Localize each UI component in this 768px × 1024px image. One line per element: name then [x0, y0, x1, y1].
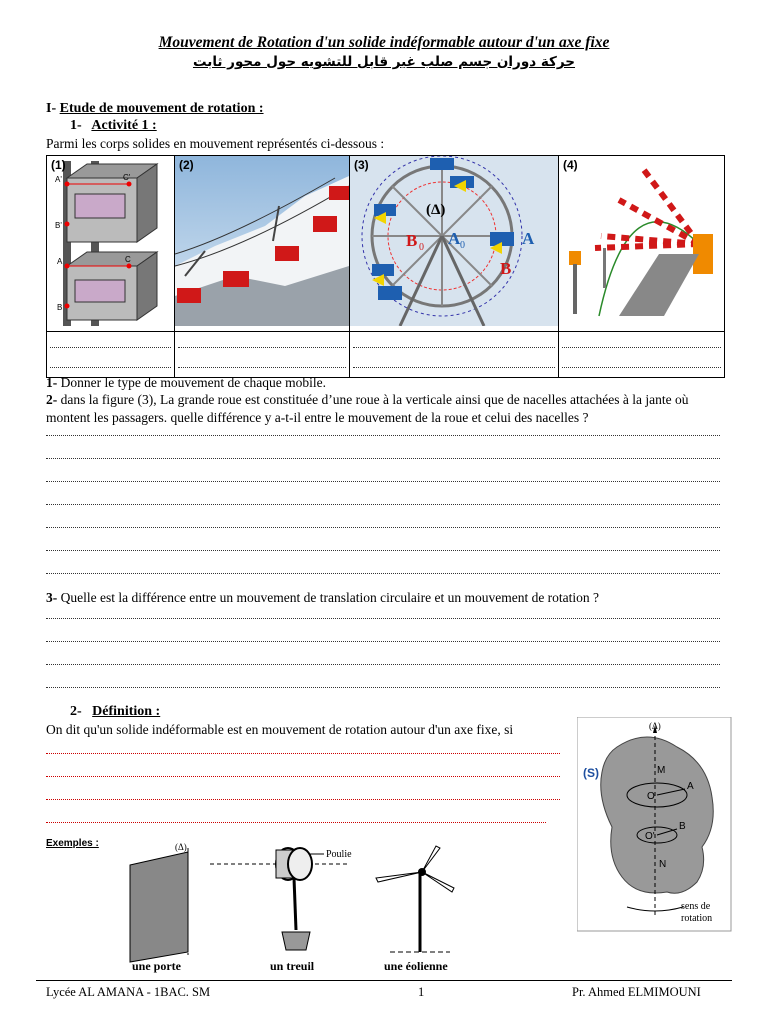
example-caption-door: une porte [132, 959, 181, 973]
point-sub: 0 [460, 240, 465, 251]
definition-answer-line[interactable] [46, 820, 546, 823]
point-label: O [647, 791, 655, 802]
footer-school: Lycée AL AMANA - 1BAC. SM [46, 985, 211, 999]
figures-table [46, 155, 725, 378]
point-label: B [500, 259, 512, 278]
answer-cell-1[interactable] [47, 332, 175, 378]
point-label: A' [55, 175, 62, 184]
section-heading [46, 101, 264, 117]
figure-1-cell [47, 156, 175, 332]
question-text: Donner le type de mouvement de chaque mobile. [57, 375, 327, 390]
footer-author: Pr. Ahmed ELMIMOUNI [572, 985, 701, 999]
answer-line[interactable] [46, 456, 720, 459]
figure-label: (1) [51, 158, 66, 172]
point-label: B' [55, 221, 62, 230]
activity-number: 1- [70, 118, 82, 133]
rotating-solid-figure [577, 717, 732, 932]
figure-2-cable-car-drawing [175, 156, 349, 326]
question-number: 2- [46, 392, 58, 407]
question-number: 1- [46, 375, 58, 390]
activity-title: Activité 1 : [91, 118, 157, 133]
point-label: B [406, 231, 418, 250]
answer-cell-3[interactable] [350, 332, 559, 378]
point-label: A [448, 229, 461, 248]
page-subtitle-arabic: حركة دوران جسم صلب غير قابل للتشويه حول محور ثابت [192, 54, 576, 70]
definition-answer-line[interactable] [46, 797, 560, 800]
activity-intro: Parmi les corps solides en mouvement représentés ci-dessous : [46, 136, 385, 151]
example-caption-winch: un treuil [270, 959, 315, 973]
figure-3-ferris-wheel-drawing [350, 156, 558, 326]
poulie-label: Poulie [326, 849, 352, 860]
page-title: Mouvement de Rotation d'un solide indéformable autour d'un axe fixe [158, 34, 610, 51]
point-label: N [659, 859, 667, 870]
figure-1-translation-drawing [47, 156, 174, 326]
question-3 [46, 589, 599, 606]
definition-answer-line[interactable] [46, 774, 560, 777]
answer-cell-2[interactable] [175, 332, 350, 378]
answer-cell-4[interactable] [559, 332, 725, 378]
question-text: Quelle est la différence entre un mouvement de translation circulaire et un mouvement de rotation ? [57, 590, 600, 605]
answer-line[interactable] [46, 571, 720, 574]
examples-drawing [110, 840, 490, 975]
definition-text: On dit qu'un solide indéformable est en mouvement de rotation autour d'un axe fixe, si [46, 722, 514, 737]
point-label: A [57, 257, 63, 266]
point-label: B [679, 821, 686, 832]
question-text: dans la figure (3), La grande roue est constituée d’une roue à la verticale ainsi que de nacelles attachées à la jante où [57, 392, 689, 407]
point-label: A [687, 781, 694, 792]
figure-4-barrier-drawing [559, 156, 724, 326]
section-title: Etude de mouvement de rotation : [59, 101, 264, 116]
answer-line[interactable] [46, 685, 720, 688]
footer-divider [36, 980, 732, 981]
rotation-sense-label: sens de [681, 901, 711, 912]
question-1 [46, 374, 326, 391]
point-label: C' [123, 173, 131, 182]
point-label: C [125, 255, 131, 264]
question-2-continued: montent les passagers. quelle différence y a-t-il entre le mouvement de la roue et celui des nacelles ? [46, 410, 589, 425]
point-sub: 0 [419, 242, 424, 253]
figure-label: (4) [563, 158, 578, 172]
example-caption-turbine: une éolienne [384, 959, 448, 973]
definition-number: 2- [70, 704, 82, 719]
figure-label: (2) [179, 158, 194, 172]
answer-line[interactable] [46, 479, 720, 482]
answer-line[interactable] [46, 616, 720, 619]
door-axis-label: (Δ) [175, 842, 187, 852]
axis-label: (Δ) [649, 721, 661, 731]
definition-title: Définition : [92, 704, 161, 719]
figure-2-cell [175, 156, 350, 332]
figure-4-cell [559, 156, 725, 332]
point-label: A [522, 229, 535, 248]
page-number: 1 [418, 985, 425, 999]
solid-label: (S) [583, 766, 599, 780]
section-number: I- [46, 101, 57, 116]
answer-line[interactable] [46, 662, 720, 665]
axis-label: (Δ) [426, 202, 446, 218]
examples-label: Exemples : [46, 838, 99, 849]
definition-answer-line[interactable] [46, 751, 560, 754]
figure-3-cell [350, 156, 559, 332]
definition-heading [70, 704, 160, 720]
point-label: M [657, 765, 666, 776]
point-label: B [57, 303, 63, 312]
activity-heading [70, 118, 157, 134]
answer-line[interactable] [46, 433, 720, 436]
question-number: 3- [46, 590, 58, 605]
rotation-sense-label: rotation [681, 913, 713, 924]
question-2 [46, 391, 726, 408]
point-label: O' [645, 831, 655, 842]
answer-line[interactable] [46, 525, 720, 528]
answer-line[interactable] [46, 502, 720, 505]
answer-line[interactable] [46, 548, 720, 551]
figure-label: (3) [354, 158, 369, 172]
answer-line[interactable] [46, 639, 720, 642]
